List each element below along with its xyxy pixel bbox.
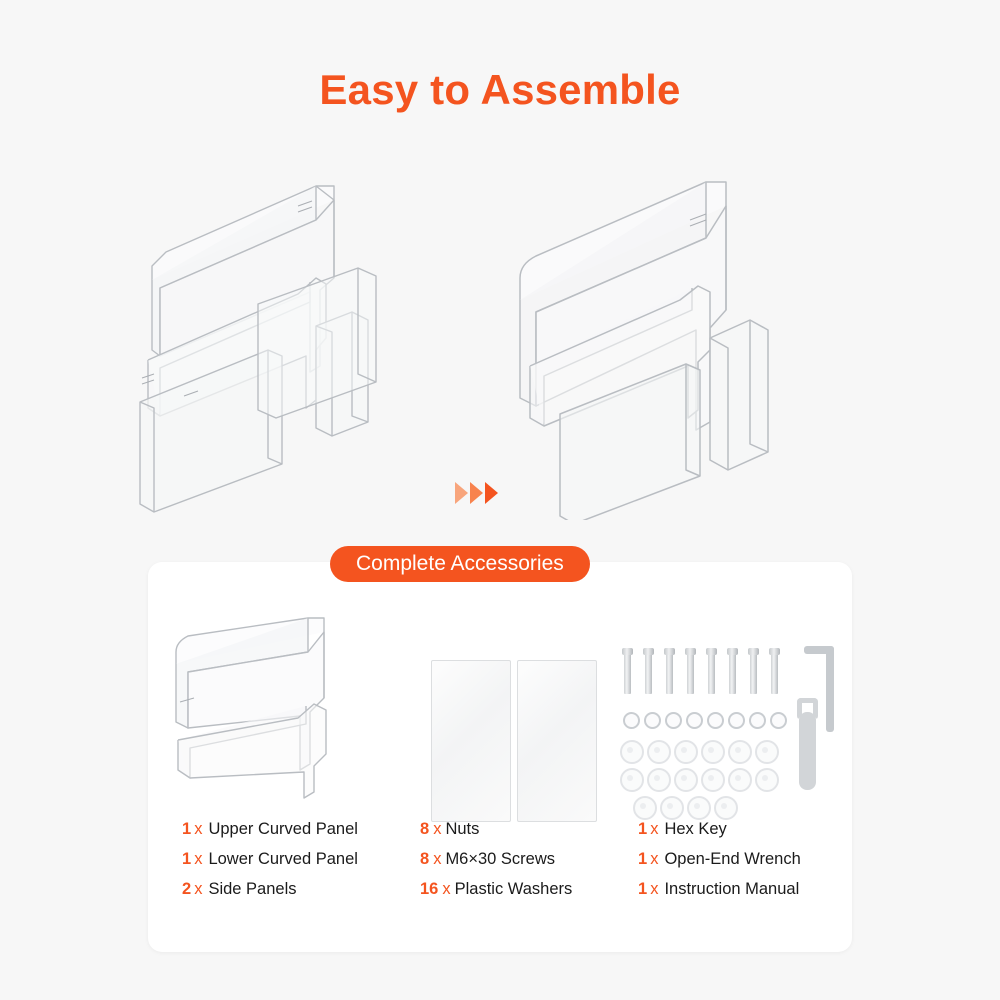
- item-multiplier: x: [442, 880, 451, 898]
- item-label: Open-End Wrench: [664, 850, 801, 868]
- legend-column-tools: [638, 820, 848, 910]
- nut-icon: [623, 712, 640, 729]
- assembled-view-illustration: [500, 160, 900, 520]
- item-quantity: 1: [638, 820, 648, 838]
- item-label: Instruction Manual: [664, 880, 800, 898]
- washer-icon: [660, 796, 684, 820]
- accessories-parts-row: [148, 602, 852, 802]
- legend-column-panels: [182, 820, 422, 910]
- assembly-arrow-group: [455, 482, 498, 504]
- list-item: [182, 880, 422, 910]
- item-multiplier: x: [194, 850, 203, 868]
- screw-icon: [729, 654, 736, 694]
- screw-icon: [771, 654, 778, 694]
- nut-icon: [644, 712, 661, 729]
- hex-key-icon: [804, 646, 834, 654]
- washer-icon: [687, 796, 711, 820]
- nut-icon: [749, 712, 766, 729]
- screw-icon: [666, 654, 673, 694]
- item-multiplier: x: [650, 850, 659, 868]
- legend-column-hardware: [420, 820, 630, 910]
- washer-icon: [633, 796, 657, 820]
- list-item: [420, 850, 630, 880]
- accessories-card: [148, 562, 852, 952]
- nut-icon: [707, 712, 724, 729]
- item-quantity: 2: [182, 880, 192, 898]
- screw-icon: [624, 654, 631, 694]
- item-label: Nuts: [445, 820, 480, 838]
- list-item: [638, 880, 848, 910]
- item-label: Plastic Washers: [454, 880, 573, 898]
- washer-icon: [728, 768, 752, 792]
- item-label: Upper Curved Panel: [208, 820, 358, 838]
- hardware-illustration-column: [618, 602, 848, 802]
- exploded-view-illustration: [120, 160, 480, 520]
- list-item: [638, 820, 848, 850]
- assembly-diagram: [0, 160, 1000, 520]
- accessories-badge: Complete Accessories: [330, 546, 590, 582]
- item-multiplier: x: [194, 880, 203, 898]
- washer-icon: [714, 796, 738, 820]
- list-item: [182, 820, 422, 850]
- nut-icon: [686, 712, 703, 729]
- screw-icon: [645, 654, 652, 694]
- list-item: [420, 820, 630, 850]
- item-quantity: 1: [638, 880, 648, 898]
- item-quantity: 1: [638, 850, 648, 868]
- washer-icon: [620, 768, 644, 792]
- item-multiplier: x: [433, 850, 442, 868]
- side-panel-illustration: [431, 660, 511, 822]
- curved-panels-illustration-column: [158, 602, 408, 802]
- item-multiplier: x: [433, 820, 442, 838]
- washer-icon: [674, 768, 698, 792]
- item-multiplier: x: [650, 880, 659, 898]
- curved-panels-illustration: [158, 602, 408, 802]
- washer-icon: [674, 740, 698, 764]
- screw-icon: [687, 654, 694, 694]
- list-item: [182, 850, 422, 880]
- item-label: Lower Curved Panel: [208, 850, 358, 868]
- washer-icon: [647, 768, 671, 792]
- item-quantity: 8: [420, 850, 430, 868]
- accessories-legend: [148, 820, 852, 930]
- arrow-chevron-icon: [485, 482, 498, 504]
- item-label: Hex Key: [664, 820, 727, 838]
- washer-icon: [701, 740, 725, 764]
- page-title: Easy to Assemble: [319, 66, 681, 113]
- washer-icon: [755, 768, 779, 792]
- nut-icon: [665, 712, 682, 729]
- item-quantity: 8: [420, 820, 430, 838]
- arrow-chevron-icon: [455, 482, 468, 504]
- washer-icon: [620, 740, 644, 764]
- item-quantity: 16: [420, 880, 439, 898]
- washer-icon: [647, 740, 671, 764]
- item-quantity: 1: [182, 850, 192, 868]
- side-panel-illustration: [517, 660, 597, 822]
- item-multiplier: x: [650, 820, 659, 838]
- nut-icon: [770, 712, 787, 729]
- screw-icon: [708, 654, 715, 694]
- list-item: [420, 880, 630, 910]
- item-multiplier: x: [194, 820, 203, 838]
- washer-icon: [701, 768, 725, 792]
- side-panels-illustration-column: [413, 602, 603, 802]
- arrow-chevron-icon: [470, 482, 483, 504]
- screw-icon: [750, 654, 757, 694]
- list-item: [638, 850, 848, 880]
- item-quantity: 1: [182, 820, 192, 838]
- item-label: M6×30 Screws: [445, 850, 556, 868]
- washer-icon: [728, 740, 752, 764]
- nut-icon: [728, 712, 745, 729]
- open-end-wrench-icon: [799, 712, 816, 790]
- item-label: Side Panels: [208, 880, 297, 898]
- washer-icon: [755, 740, 779, 764]
